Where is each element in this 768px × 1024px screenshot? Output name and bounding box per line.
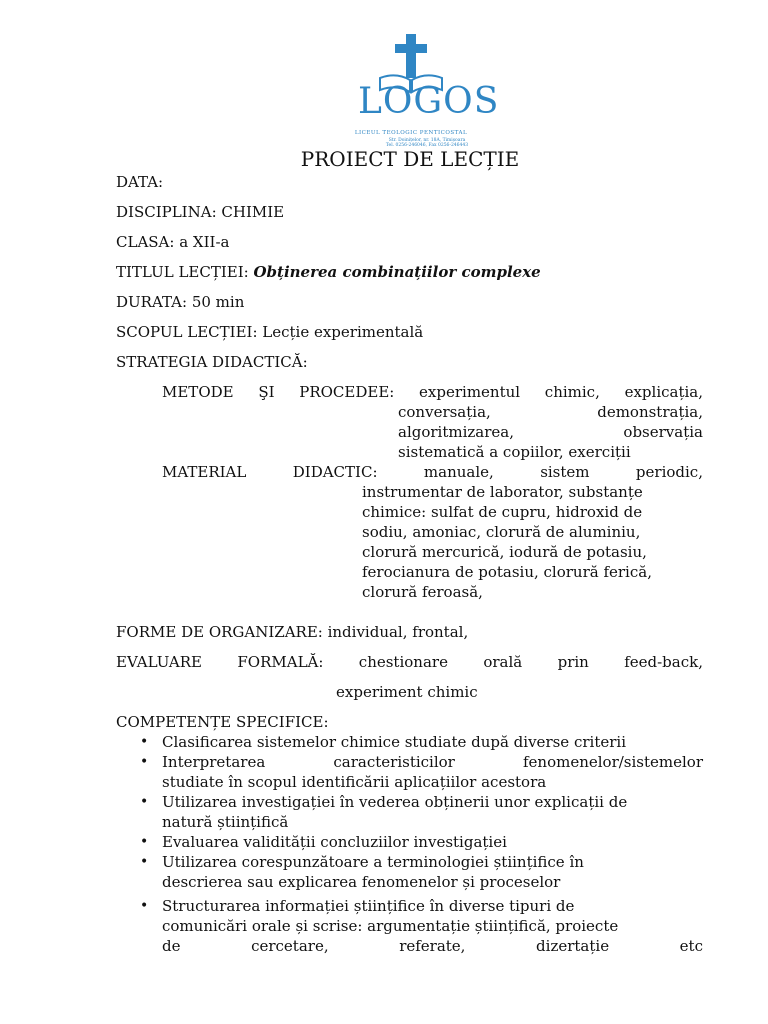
page-title: PROIECT DE LECȚIE bbox=[300, 147, 520, 171]
logo-address-line-1: Str. Doinițelor, nr. 18A, Timișoara bbox=[388, 138, 466, 143]
bullet-icon: • bbox=[140, 834, 149, 850]
field-disciplina: DISCIPLINA: CHIMIE bbox=[116, 203, 285, 221]
competenta-3-line-2: natură științifică bbox=[162, 813, 289, 831]
metode-line-3 bbox=[398, 423, 703, 441]
metode-word: explicația, bbox=[624, 383, 703, 401]
metode-word: observația bbox=[623, 423, 703, 441]
material-line-7: clorură feroasă, bbox=[362, 583, 483, 601]
material-line-1 bbox=[162, 463, 703, 481]
field-strategia: STRATEGIA DIDACTICĂ: bbox=[116, 353, 308, 371]
metode-word: experimentul bbox=[419, 383, 521, 401]
metode-line-4: sistematică a copiilor, exerciții bbox=[398, 443, 631, 461]
competente-title: COMPETENȚE SPECIFICE: bbox=[116, 713, 329, 731]
field-data: DATA: bbox=[116, 173, 164, 191]
material-word: sistem bbox=[540, 463, 590, 481]
competenta-5-line-1: Utilizarea corespunzătoare a terminologiei științifice în bbox=[162, 853, 584, 871]
competenta-word: de bbox=[162, 937, 181, 955]
competenta-word: Interpretarea bbox=[162, 753, 266, 771]
field-clasa: CLASA: a XII-a bbox=[116, 233, 230, 251]
competenta-2-line-2: studiate în scopul identificării aplicațiilor acestora bbox=[162, 773, 547, 791]
competenta-word: fenomenelor/sistemelor bbox=[522, 753, 703, 771]
logo-wordmark: LOGOS bbox=[358, 81, 500, 122]
school-logo bbox=[352, 34, 500, 148]
competenta-word: cercetare, bbox=[251, 937, 329, 955]
material-line-3: chimice: sulfat de cupru, hidroxid de bbox=[362, 503, 643, 521]
bullet-icon: • bbox=[140, 794, 149, 810]
competenta-word: etc bbox=[679, 937, 703, 955]
metode-word: algoritmizarea, bbox=[398, 423, 514, 441]
competenta-6-line-2: comunicări orale și scrise: argumentație științifică, proiecte bbox=[162, 917, 619, 935]
field-titlul-value: Obținerea combinațiilor complexe bbox=[253, 263, 541, 281]
material-word: DIDACTIC: bbox=[292, 463, 378, 481]
evaluare-word: feed-back, bbox=[624, 653, 703, 671]
metode-word: PROCEDEE: bbox=[299, 383, 395, 401]
metode-word: conversația, bbox=[398, 403, 491, 421]
field-titlul bbox=[116, 263, 541, 281]
competenta-word: referate, bbox=[399, 937, 466, 955]
logo-address-line-2: Tel. 0256-246046, Fax 0256-246443 bbox=[385, 143, 469, 148]
material-word: periodic, bbox=[635, 463, 703, 481]
metode-line-2 bbox=[398, 403, 703, 421]
competenta-6-line-1: Structurarea informației științifice în diverse tipuri de bbox=[162, 897, 575, 915]
evaluare-word: prin bbox=[557, 653, 589, 671]
competenta-1: Clasificarea sistemelor chimice studiate după diverse criterii bbox=[162, 733, 626, 751]
evaluare-word: orală bbox=[483, 653, 523, 671]
competenta-3-line-1: Utilizarea investigației în vederea obținerii unor explicații de bbox=[162, 793, 628, 811]
metode-word: demonstrația, bbox=[597, 403, 703, 421]
logo-subtitle: LICEUL TEOLOGIC PENTICOSTAL bbox=[354, 130, 468, 136]
competenta-word: dizertație bbox=[536, 937, 610, 955]
material-line-2: instrumentar de laborator, substanțe bbox=[362, 483, 643, 501]
competenta-2-line-1 bbox=[162, 753, 703, 771]
material-line-6: ferocianura de potasiu, clorură ferică, bbox=[362, 563, 652, 581]
competenta-4: Evaluarea validității concluziilor investigației bbox=[162, 833, 507, 851]
metode-word: chimic, bbox=[544, 383, 600, 401]
material-word: manuale, bbox=[423, 463, 494, 481]
metode-word: METODE bbox=[162, 383, 234, 401]
material-line-4: sodiu, amoniac, clorură de aluminiu, bbox=[362, 523, 641, 541]
metode-word: ŞI bbox=[258, 383, 275, 401]
bullet-icon: • bbox=[140, 734, 149, 750]
field-forme: FORME DE ORGANIZARE: individual, frontal, bbox=[116, 623, 469, 641]
material-word: MATERIAL bbox=[162, 463, 247, 481]
competenta-5-line-2: descrierea sau explicarea fenomenelor și proceselor bbox=[162, 873, 561, 891]
bullet-icon: • bbox=[140, 754, 149, 770]
cross-bar bbox=[395, 44, 427, 53]
material-line-5: clorură mercurică, iodură de potasiu, bbox=[362, 543, 647, 561]
evaluare-word: chestionare bbox=[358, 653, 448, 671]
evaluare-word: EVALUARE bbox=[116, 653, 202, 671]
evaluare-line-2: experiment chimic bbox=[336, 683, 478, 701]
competenta-word: caracteristicilor bbox=[333, 753, 455, 771]
bullet-icon: • bbox=[140, 854, 149, 870]
metode-line-1 bbox=[162, 383, 703, 401]
bullet-icon: • bbox=[140, 898, 149, 914]
competenta-6-line-3 bbox=[162, 937, 703, 955]
field-titlul-label: TITLUL LECȚIEI: bbox=[116, 263, 254, 281]
evaluare-line-1 bbox=[116, 653, 703, 671]
field-durata: DURATA: 50 min bbox=[116, 293, 245, 311]
evaluare-word: FORMALĂ: bbox=[237, 653, 324, 671]
field-scopul: SCOPUL LECȚIEI: Lecție experimentală bbox=[116, 323, 424, 341]
